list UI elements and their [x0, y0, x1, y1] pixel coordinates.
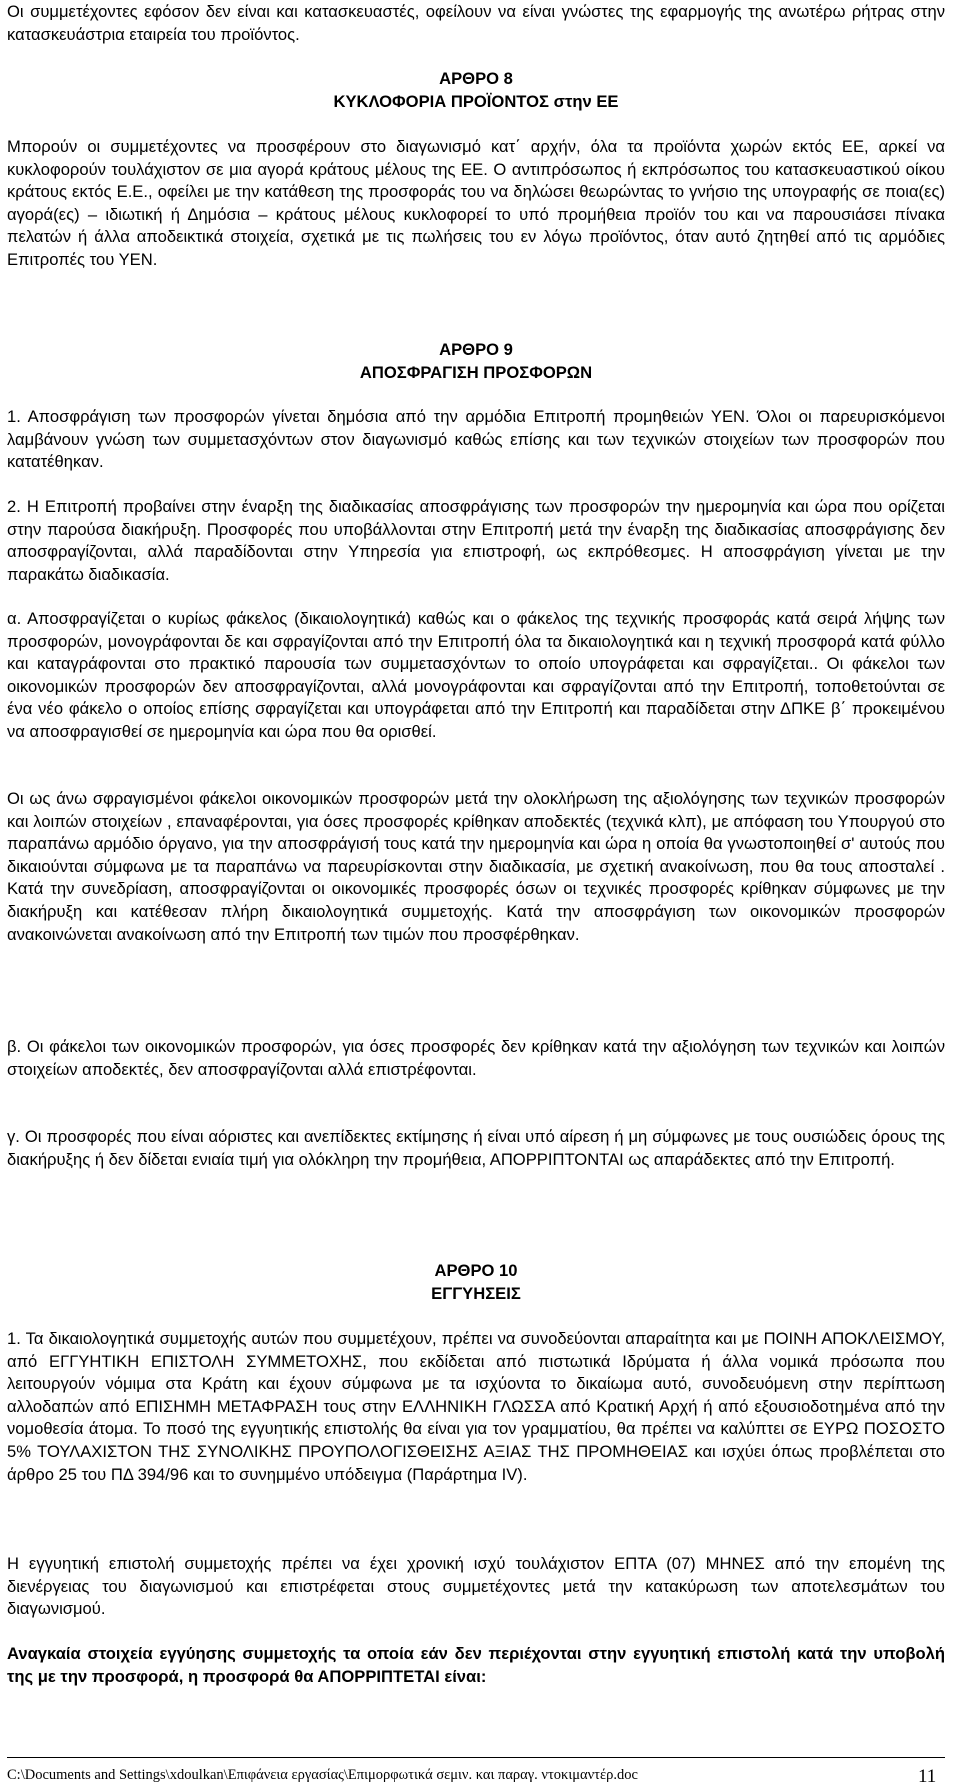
article-10-number: ΑΡΘΡΟ 10: [434, 1261, 518, 1280]
article-9-paragraph-envelopes: Οι ως άνω σφραγισμένοι φάκελοι οικονομικών προσφορών μετά την ολοκλήρωση της αξιολόγησης των τεχνικών προσφορών και λοιπών στοιχείων , επαναφέρονται, για όσες προσφορές κρίθηκαν αποδεκτές (τεχνικά κλπ), με απόφαση του Υπουργού στο παραπάνω αρμόδιο όργανο, για την αποσφράγισή τους κατά την ημερομηνία και ώρα η οποία θα γνωστοποιηθεί σ' αυτούς που δικαιούνται σύμφωνα με τα παραπάνω να παρευρίσκονται στην διαδικασία, με σχετική ανακοίνωση, που θα τους αποσταλεί . Κατά την συνεδρίαση, αποσφραγίζονται οι οικονομικές προσφορές όσων οι τεχνικές προσφορές κρίθηκαν σύμφωνες με την διακήρυξη και κατέθεσαν πλήρη δικαιολογητικά συμμετοχής. Κατά την αποσφράγιση των οικονομικών προσφορών ανακοινώνεται ανακοίνωση από την Επιτροπή των τιμών που προσφέρθηκαν.: [7, 789, 945, 944]
article-9-paragraph-2: 2. Η Επιτροπή προβαίνει στην έναρξη της διαδικασίας αποσφράγισης των προσφορών την ημερομηνία και ώρα που ορίζεται στην παρούσα διακήρυξη. Προσφορές που υποβάλλονται στην Επιτροπή μετά την έναρξη της διαδικασίας αποσφράγισης δεν αποσφραγίζονται, αλλά παραδίδονται στην Υπηρεσία για επιστροφή, ως εκπρόθεσμες. Η αποσφράγιση γίνεται με την παρακάτω διαδικασία.: [7, 497, 945, 584]
paragraph-intro: Οι συμμετέχοντες εφόσον δεν είναι και κατασκευαστές, οφείλουν να είναι γνώστες της εφαρμογής της ανωτέρω ρήτρας στην κατασκευάστρια εταιρεία του προϊόντος.: [7, 2, 945, 44]
article-9-paragraph-1: 1. Αποσφράγιση των προσφορών γίνεται δημόσια από την αρμόδια Επιτροπή προμηθειών ΥΕΝ. Όλοι οι παρευρισκόμενοι λαμβάνουν γνώση των συμμετασχόντων στον διαγωνισμό καθώς επίσης και των τεχνικών στοιχείων των προσφορών που κατατέθηκαν.: [7, 407, 945, 472]
page-number: 11: [918, 1766, 937, 1787]
article-8-paragraph: Μπορούν οι συμμετέχοντες να προσφέρουν στο διαγωνισμό κατ΄ αρχήν, όλα τα προϊόντα χωρών εκτός ΕΕ, αρκεί να κυκλοφορούν τουλάχιστον σε μια αγορά κράτους μέλους της ΕΕ. Ο αντιπρόσωπος ή εκπρόσωπος του κατασκευαστικού οίκου κράτους εκτός Ε.Ε., οφείλει με την κατάθεση της προσφοράς του να δηλώσει θεωρώντας το γνήσιο της υπογραφής σε ποια(ες) αγορά(ες) – ιδιωτική ή Δημόσια – κράτους μέλους κυκλοφορεί το υπό προμήθεια προϊόν του και να παρουσιάσει πίνακα πελατών ή άλλα αποδεικτικά στοιχεία, σχετικά με τις πωλήσεις του εν λόγω προϊόντος, όταν αυτό ζητηθεί από τις αρμόδιες Επιτροπές του ΥΕΝ.: [7, 137, 945, 269]
article-10-required-elements: Αναγκαία στοιχεία εγγύησης συμμετοχής τα οποία εάν δεν περιέχονται στην εγγυητική επιστολή κατά την υποβολή της με την προσφορά, η προσφορά θα ΑΠΟΡΡΙΠΤΕΤΑΙ είναι:: [7, 1644, 945, 1686]
article-10-paragraph-validity: Η εγγυητική επιστολή συμμετοχής πρέπει να έχει χρονική ισχύ τουλάχιστον ΕΠΤΑ (07) ΜΗΝΕΣ από την επομένη της διενέργειας του διαγωνισμού και επιστρέφεται στους συμμετέχοντες μετά την κατακύρωση των αποτελεσμάτων του διαγωνισμού.: [7, 1554, 945, 1619]
article-9-paragraph-b: β. Οι φάκελοι των οικονομικών προσφορών, για όσες προσφορές δεν κρίθηκαν κατά την αξιολόγηση των τεχνικών και λοιπών στοιχείων αποδεκτές, δεν αποσφραγίζονται αλλά επιστρέφονται.: [7, 1037, 945, 1079]
footer-file-path: C:\Documents and Settings\xdoulkan\Επιφάνεια εργασίας\Επιμορφωτικά σεμιν. και παραγ. ντοκιμαντέρ.doc: [7, 1767, 638, 1783]
article-10-title: ΕΓΓΥΗΣΕΙΣ: [431, 1284, 521, 1303]
article-9-paragraph-c: γ. Οι προσφορές που είναι αόριστες και ανεπίδεκτες εκτίμησης ή είναι υπό αίρεση ή μη σύμφωνες με τους ουσιώδεις όρους της διακήρυξης ή δεν δίδεται ενιαία τιμή για ολόκληρη την προμήθεια, ΑΠΟΡΡΙΠΤΟΝΤΑΙ ως απαράδεκτες από την Επιτροπή.: [7, 1127, 945, 1169]
footer-divider: [7, 1757, 945, 1758]
article-8-title: ΚΥΚΛΟΦΟΡΙΑ ΠΡΟΪΟΝΤΟΣ στην ΕΕ: [333, 92, 619, 111]
article-9-title: ΑΠΟΣΦΡΑΓΙΣΗ ΠΡΟΣΦΟΡΩΝ: [359, 363, 593, 382]
article-8-number: ΑΡΘΡΟ 8: [439, 69, 513, 88]
article-10-paragraph-1: 1. Τα δικαιολογητικά συμμετοχής αυτών που συμμετέχουν, πρέπει να συνοδεύονται απαραίτητα και με ΠΟΙΝΗ ΑΠΟΚΛΕΙΣΜΟΥ, από ΕΓΓΥΗΤΙΚΗ ΕΠΙΣΤΟΛΗ ΣΥΜΜΕΤΟΧΗΣ, που εκδίδεται από πιστωτικά Ιδρύματα ή άλλα νομικά πρόσωπα που λειτουργούν νόμιμα στα Κράτη και έχουν σύμφωνα με τα ισχύοντα το δικαίωμα αυτό, συνοδευόμενη στην περίπτωση αλλοδαπών από ΕΠΙΣΗΜΗ ΜΕΤΑΦΡΑΣΗ τους στην ΕΛΛΗΝΙΚΗ ΓΛΩΣΣΑ από Κρατική Αρχή ή από εξουσιοδοτημένα από την νομοθεσία άτομα. Το ποσό της εγγυητικής επιστολής θα είναι για τον γραμματίου, θα πρέπει να καλύπτει σε ΕΥΡΩ ΠΟΣΟΣΤΟ 5% ΤΟΥΛΑΧΙΣΤΟΝ ΤΗΣ ΣΥΝΟΛΙΚΗΣ ΠΡΟΥΠΟΛΟΓΙΣΘΕΙΣΗΣ ΑΞΙΑΣ ΤΗΣ ΠΡΟΜΗΘΕΙΑΣ και ισχύει όπως προβλέπεται στο άρθρο 25 του ΠΔ 394/96 και το συνημμένο υπόδειγμα (Παράρτημα IV).: [7, 1329, 945, 1484]
article-9-paragraph-a: α. Αποσφραγίζεται ο κυρίως φάκελος (δικαιολογητικά) καθώς και ο φάκελος της τεχνικής προσφοράς κατά σειρά λήψης των προσφορών, μονογράφονται δε και σφραγίζονται από την Επιτροπή όλα τα δικαιολογητικά και η τεχνική προσφορά κατά φύλλο και καταγράφονται στο πρακτικό παρουσία των συμμετασχόντων το οποίο υπογράφεται και σφραγίζεται.. Οι φάκελοι των οικονομικών προσφορών δεν αποσφραγίζονται, αλλά μονογράφονται και σφραγίζονται από την Επιτροπή, τοποθετούνται σε ένα νέο φάκελο ο οποίος επίσης σφραγίζεται και υπογράφεται από την Επιτροπή και παραδίδεται στην ΔΠΚΕ β΄ προκειμένου να αποσφραγισθεί σε ημερομηνία και ώρα που θα ορισθεί.: [7, 609, 945, 741]
article-9-number: ΑΡΘΡΟ 9: [439, 340, 513, 359]
